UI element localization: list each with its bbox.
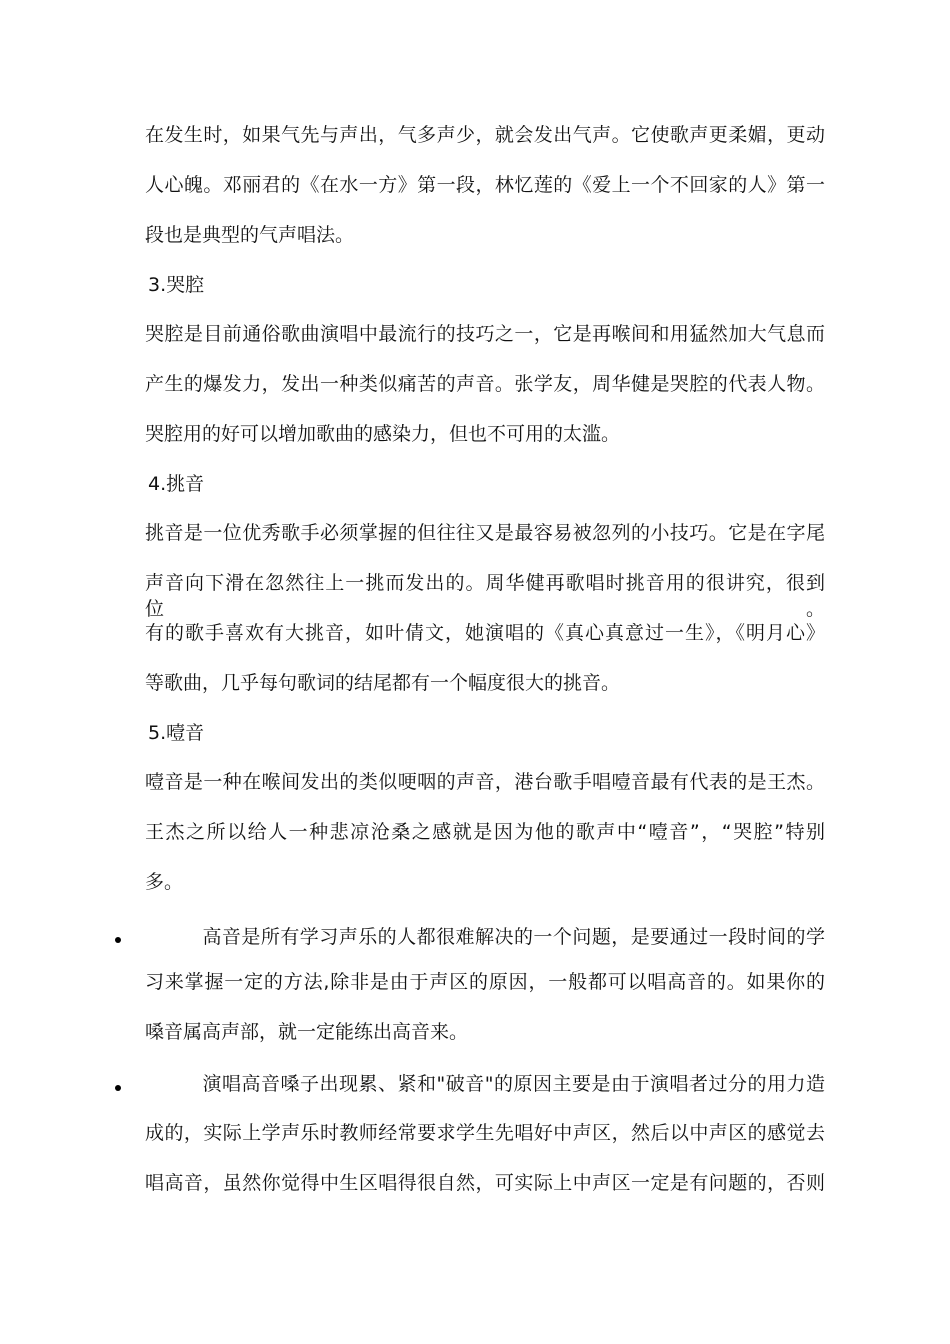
- bullet-line: [145, 1071, 825, 1097]
- paragraph-line: 哭腔用的好可以增加歌曲的感染力，但也不可用的太滥。: [145, 423, 621, 445]
- section-heading-3: 3.哭腔: [148, 274, 205, 296]
- paragraph-line: 声音向下滑在忽然往上一挑而发出的。周华健再歌唱时挑音用的很讲究，很到位。: [145, 572, 825, 620]
- bullet-line: 嗓音属高声部，就一定能练出高音来。: [145, 1021, 469, 1043]
- bullet-line: [145, 924, 825, 950]
- paragraph-line: 哭腔是目前通俗歌曲演唱中最流行的技巧之一，它是再喉间和用猛然加大气息而: [145, 323, 825, 345]
- bullet-line: 成的，实际上学声乐时教师经常要求学生先唱好中声区，然后以中声区的感觉去: [145, 1122, 825, 1144]
- paragraph-line: 人心魄。邓丽君的《在水一方》第一段，林忆莲的《爱上一个不回家的人》第一: [145, 174, 825, 196]
- paragraph-line: 王杰之所以给人一种悲凉沧桑之感就是因为他的歌声中“噎音”，“哭腔”特别: [145, 821, 825, 843]
- section-heading-5: 5.噎音: [148, 722, 205, 744]
- paragraph-line: 等歌曲，几乎每句歌词的结尾都有一个幅度很大的挑音。: [145, 672, 621, 694]
- bullet-text: 演唱高音嗓子出现累、紧和"破音"的原因主要是由于演唱者过分的用力造: [202, 1073, 825, 1095]
- paragraph-line: 产生的爆发力，发出一种类似痛苦的声音。张学友，周华健是哭腔的代表人物。: [145, 373, 825, 395]
- bullet-dot: [115, 1085, 121, 1091]
- bullet-line: 唱高音，虽然你觉得中生区唱得很自然，可实际上中声区一定是有问题的，否则: [145, 1172, 825, 1194]
- paragraph-line: 噎音是一种在喉间发出的类似哽咽的声音，港台歌手唱噎音最有代表的是王杰。: [145, 771, 825, 793]
- bullet-line: 习来掌握一定的方法,除非是由于声区的原因，一般都可以唱高音的。如果你的: [145, 971, 825, 993]
- section-heading-4: 4.挑音: [148, 473, 205, 495]
- bullet-text: 高音是所有学习声乐的人都很难解决的一个问题，是要通过一段时间的学: [202, 926, 825, 948]
- paragraph-line: 多。: [145, 871, 184, 893]
- paragraph-line: 挑音是一位优秀歌手必须掌握的但往往又是最容易被忽列的小技巧。它是在字尾: [145, 522, 825, 544]
- paragraph-line: 在发生时，如果气先与声出，气多声少，就会发出气声。它使歌声更柔媚，更动: [145, 124, 825, 146]
- paragraph-line: 有的歌手喜欢有大挑音，如叶倩文，她演唱的《真心真意过一生》，《明月心》: [145, 622, 825, 644]
- bullet-dot: [115, 937, 121, 943]
- paragraph-line: 段也是典型的气声唱法。: [145, 224, 355, 246]
